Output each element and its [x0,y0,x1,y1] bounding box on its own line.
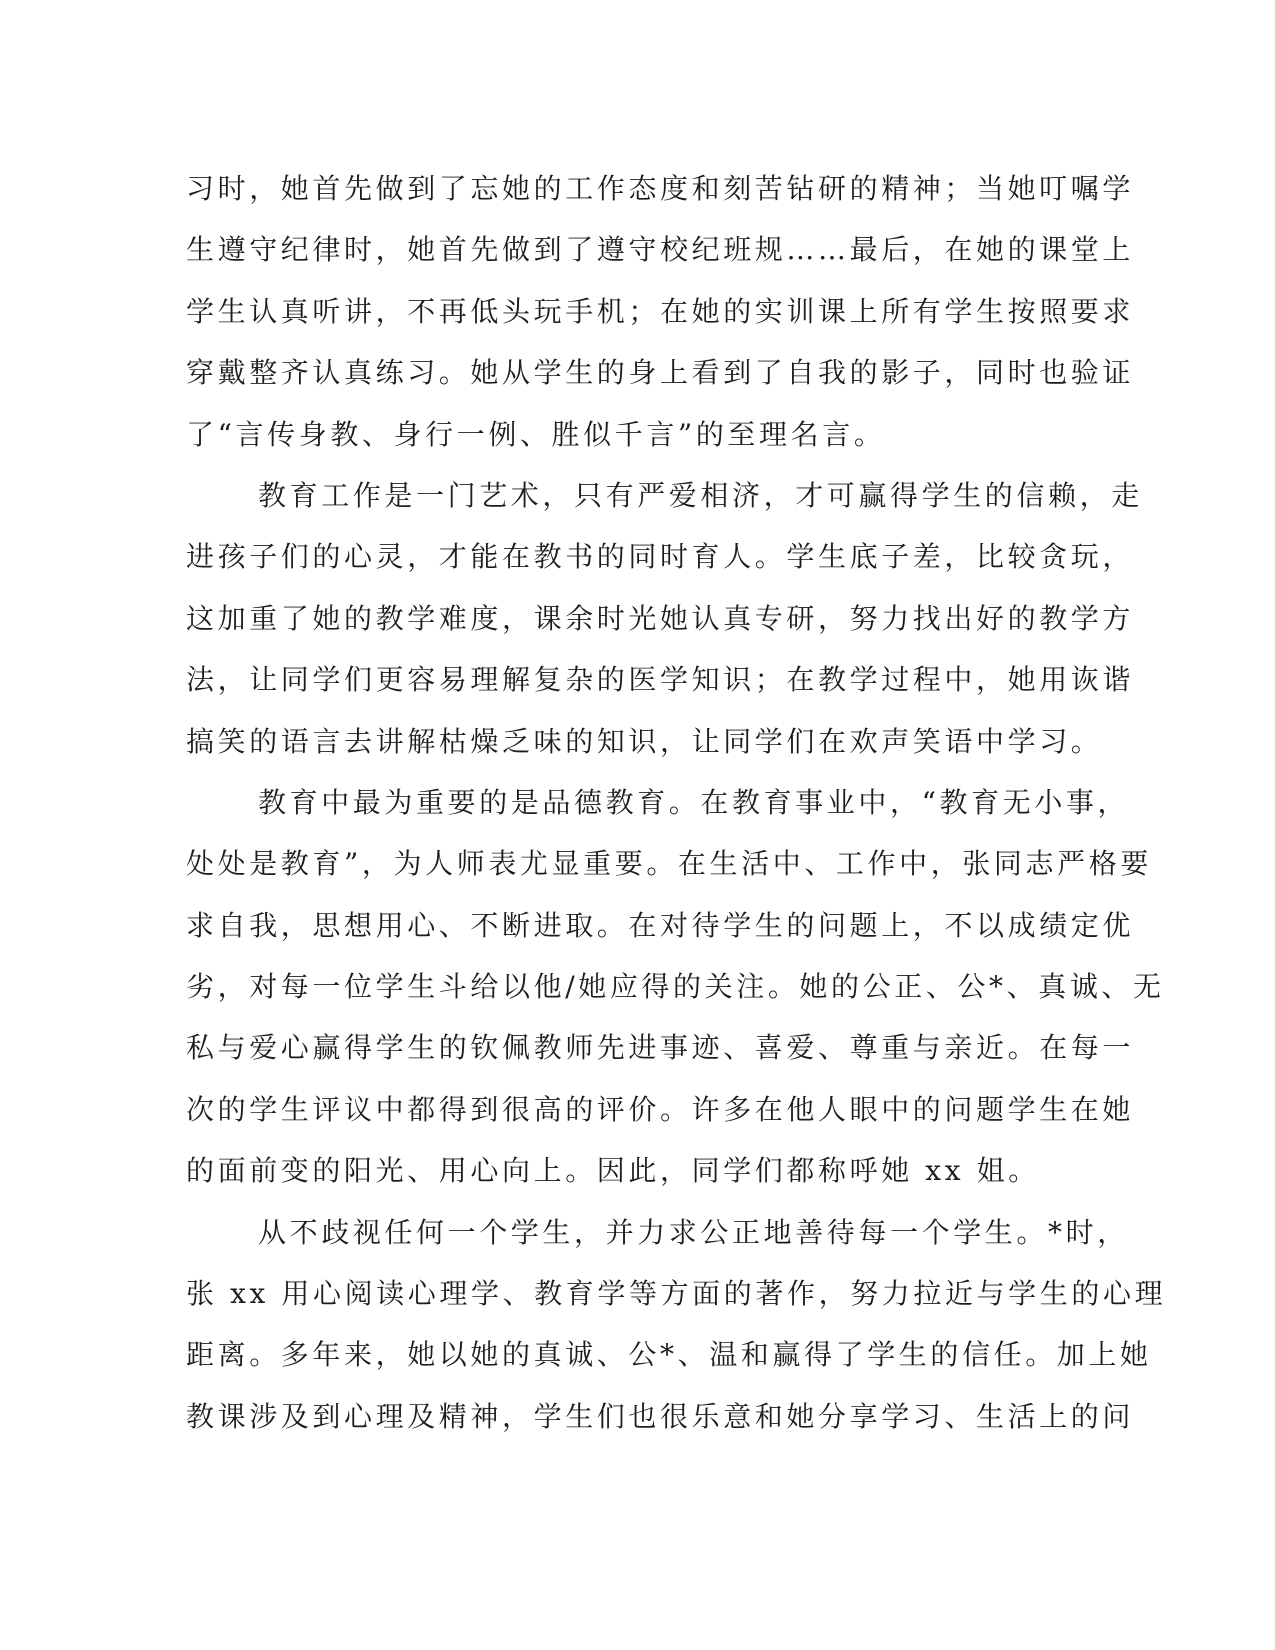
text-line: 穿戴整齐认真练习。她从学生的身上看到了自我的影子，同时也验证 [186,356,1135,390]
text-line: 进孩子们的心灵，才能在教书的同时育人。学生底子差，比较贪玩， [186,540,1135,574]
paragraph-first-line: 教育工作是一门艺术，只有严爱相济，才可赢得学生的信赖，走 [258,478,1143,512]
text-line: 学生认真听讲，不再低头玩手机；在她的实训课上所有学生按照要求 [186,294,1135,328]
text-line: 的面前变的阳光、用心向上。因此，同学们都称呼她 xx 姐。 [186,1154,1040,1188]
text-line: 距离。多年来，她以她的真诚、公*、温和赢得了学生的信任。加上她 [186,1338,1152,1372]
text-line: 私与爱心赢得学生的钦佩教师先进事迹、喜爱、尊重与亲近。在每一 [186,1031,1135,1065]
text-line: 次的学生评议中都得到很高的评价。许多在他人眼中的问题学生在她 [186,1092,1135,1126]
text-line: 处处是教育”，为人师表尤显重要。在生活中、工作中，张同志严格要 [186,847,1152,881]
text-line: 搞笑的语言去讲解枯燥乏味的知识，让同学们在欢声笑语中学习。 [186,724,1103,758]
paragraph-first-line: 教育中最为重要的是品德教育。在教育事业中，“教育无小事， [258,785,1130,819]
document-body [186,158,1167,1447]
text-line: 这加重了她的教学难度，课余时光她认真专研，努力找出好的教学方 [186,601,1135,635]
text-line: 习时，她首先做到了忘她的工作态度和刻苦钻研的精神；当她叮嘱学 [186,172,1135,205]
text-line: 劣，对每一位学生斗给以他/她应得的关注。她的公正、公*、真诚、无 [186,970,1165,1004]
text-line: 法，让同学们更容易理解复杂的医学知识；在教学过程中，她用诙谐 [186,663,1135,697]
paragraph-first-line: 从不歧视任何一个学生，并力求公正地善待每一个学生。*时， [258,1215,1129,1249]
text-line: 张 xx 用心阅读心理学、教育学等方面的著作，努力拉近与学生的心理 [186,1277,1167,1311]
text-line: 求自我，思想用心、不断进取。在对待学生的问题上，不以成绩定优 [186,908,1135,942]
text-line: 生遵守纪律时，她首先做到了遵守校纪班规……最后，在她的课堂上 [186,233,1135,267]
text-line: 教课涉及到心理及精神，学生们也很乐意和她分享学习、生活上的问 [186,1399,1135,1433]
text-line: 了“言传身教、身行一例、胜似千言”的至理名言。 [186,417,886,451]
